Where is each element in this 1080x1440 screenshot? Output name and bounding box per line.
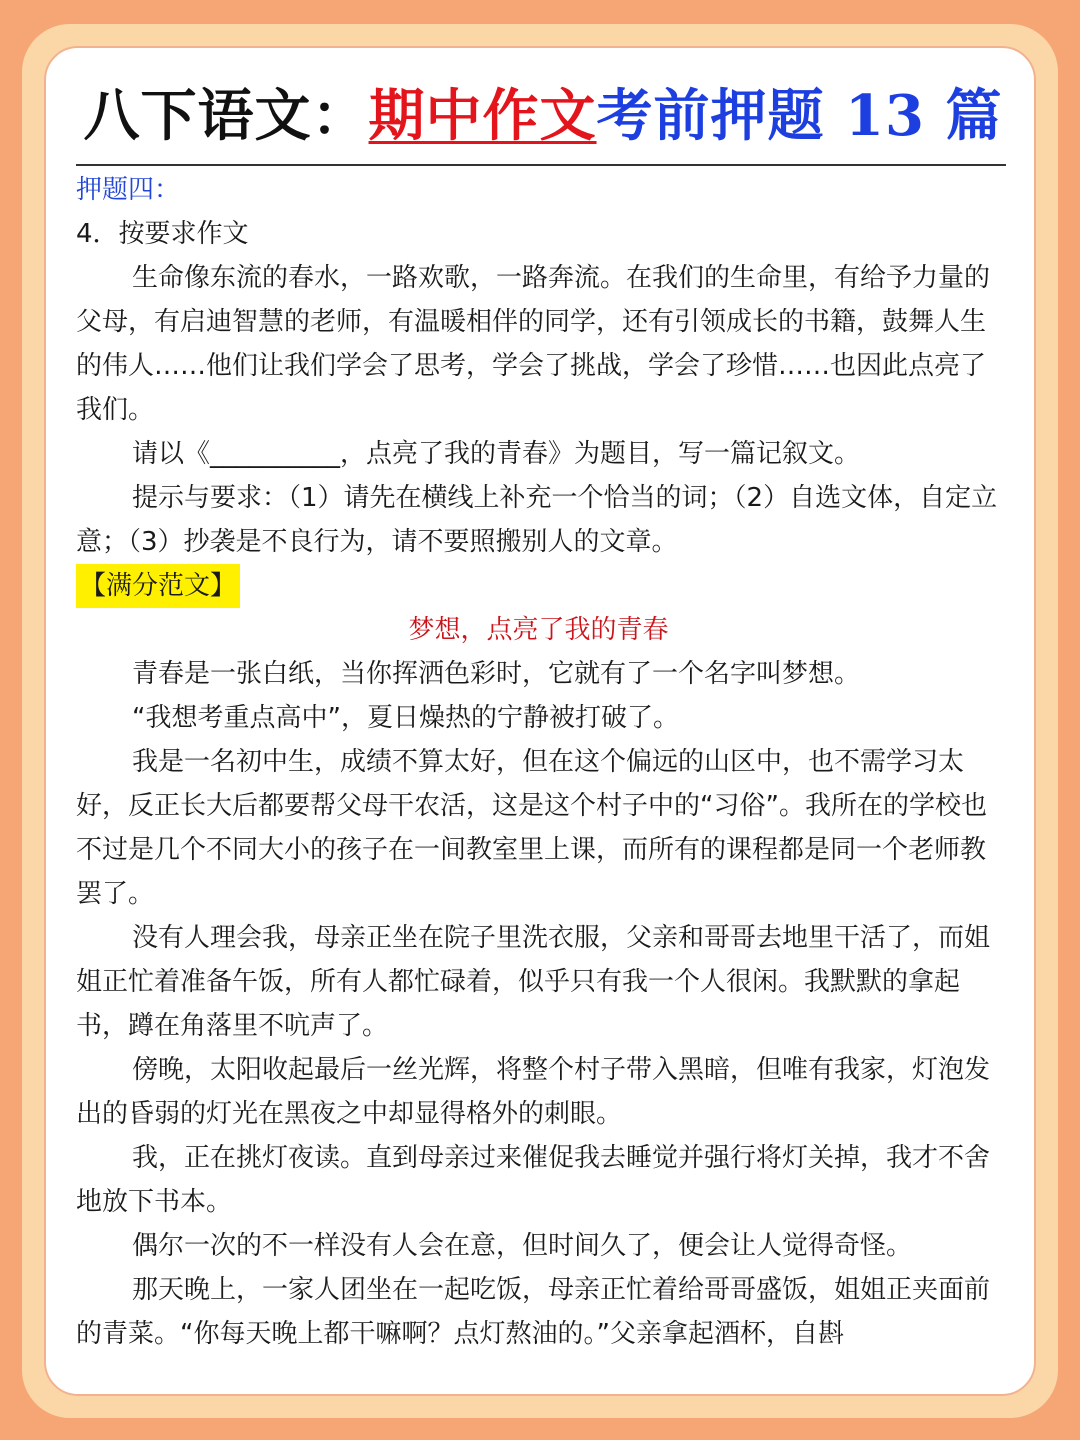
title-part-midterm-essay: 期中作文 <box>368 83 597 149</box>
essay-title: 梦想，点亮了我的青春 <box>408 615 669 645</box>
document-card <box>44 46 1036 1396</box>
prompt-paragraph: 提示与要求：（1）请先在横线上补充一个恰当的词；（2）自选文体，自定立意；（3）抄袭是不良行为，请不要照搬别人的文章。 <box>76 483 998 557</box>
essay-tag: 【满分范文】 <box>76 564 240 608</box>
essay-paragraph: 没有人理会我，母亲正坐在院子里洗衣服，父亲和哥哥去地里干活了，而姐姐正忙着准备午饭，所有人都忙碌着，似乎只有我一个人很闲。我默默的拿起书，蹲在角落里不吭声了。 <box>76 923 991 1041</box>
essay-paragraph: 我是一名初中生，成绩不算太好，但在这个偏远的山区中，也不需学习太好，反正长大后都要帮父母干农活，这是这个村子中的“习俗”。我所在的学校也不过是几个不同大小的孩子在一间教室里上课，而所有的课程都是同一个老师教罢了。 <box>76 747 987 909</box>
page-title <box>78 74 1008 158</box>
prompt-paragraph: 生命像东流的春水，一路欢歌，一路奔流。在我们的生命里，有给予力量的父母，有启迪智慧的老师，有温暖相伴的同学，还有引领成长的书籍，鼓舞人生的伟人……他们让我们学会了思考，学会了挑战，学会了珍惜……也因此点亮了我们。 <box>76 263 991 425</box>
essay-paragraph: 偶尔一次的不一样没有人会在意，但时间久了，便会让人觉得奇怪。 <box>132 1231 913 1261</box>
prompt-label: 押题四： <box>76 175 181 205</box>
title-part-grade: 八下语文： <box>83 83 369 149</box>
document-body <box>76 168 1001 1356</box>
essay-paragraph: “我想考重点高中”，夏日燥热的宁静被打破了。 <box>132 703 679 733</box>
essay-paragraph: 我，正在挑灯夜读。直到母亲过来催促我去睡觉并强行将灯关掉，我才不舍地放下书本。 <box>76 1143 991 1217</box>
title-part-predictions: 考前押题 13 篇 <box>596 83 1003 149</box>
prompt-paragraph: 请以《__________，点亮了我的青春》为题目，写一篇记叙文。 <box>132 439 861 469</box>
essay-tag-line <box>76 564 1001 608</box>
essay-paragraph: 傍晚，太阳收起最后一丝光辉，将整个村子带入黑暗，但唯有我家，灯泡发出的昏弱的灯光在黑夜之中却显得格外的刺眼。 <box>76 1055 991 1129</box>
essay-paragraph: 青春是一张白纸，当你挥洒色彩时，它就有了一个名字叫梦想。 <box>132 659 861 689</box>
title-divider <box>76 164 1006 166</box>
essay-paragraph: 那天晚上，一家人团坐在一起吃饭，母亲正忙着给哥哥盛饭，姐姐正夹面前的青菜。“你每天晚上都干嘛啊？点灯熬油的。”父亲拿起酒杯，自斟 <box>76 1275 991 1349</box>
prompt-heading: 4．按要求作文 <box>76 219 249 249</box>
